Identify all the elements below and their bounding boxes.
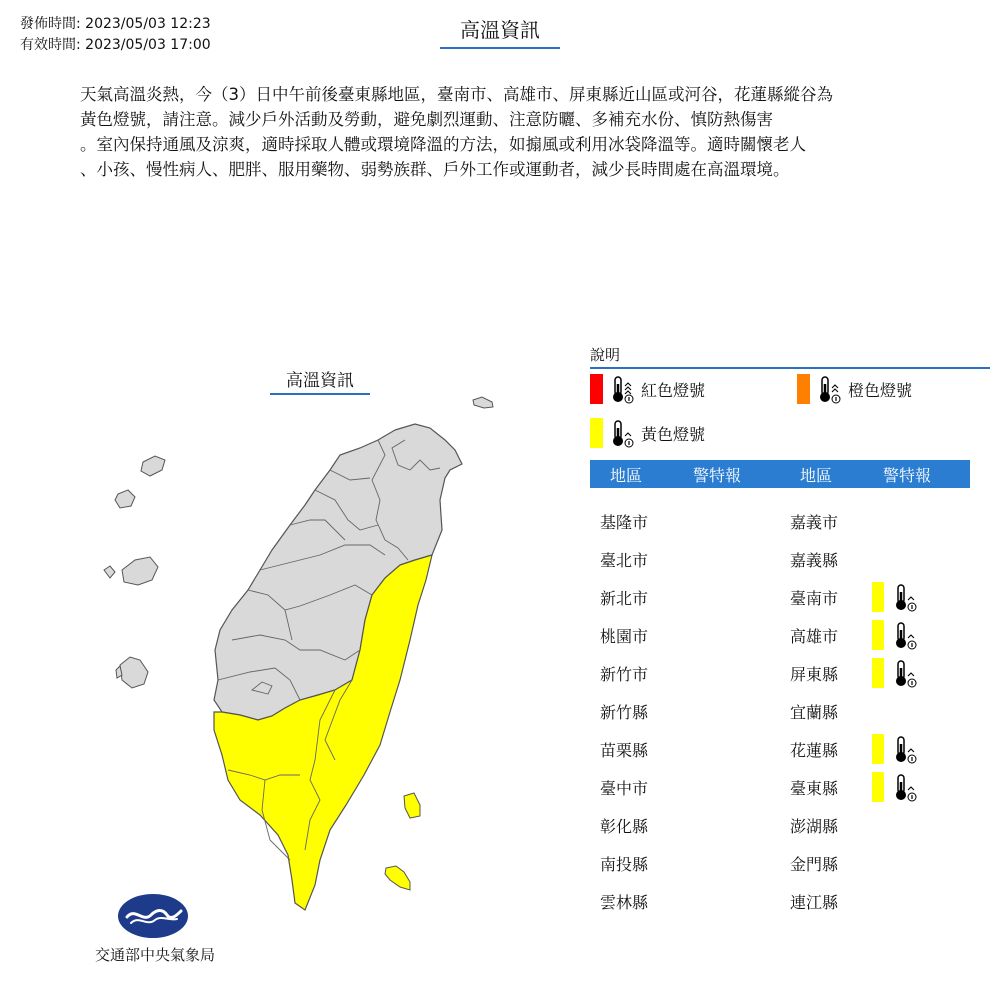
region-name: 雲林縣: [600, 892, 649, 912]
yellow-alert-indicator: [872, 734, 918, 764]
region-name: 嘉義市: [790, 512, 839, 532]
col-warning: 警特報: [692, 465, 741, 485]
region-row: [780, 654, 970, 692]
region-row: [780, 616, 970, 654]
region-row: [780, 844, 970, 882]
thermometer-icon: [892, 620, 918, 650]
region-row: [590, 540, 780, 578]
legend-red: [590, 374, 705, 404]
region-row: [780, 806, 970, 844]
region-name: 臺南市: [790, 588, 839, 608]
region-row: [780, 540, 970, 578]
map-island-yellow: [404, 793, 420, 818]
yellow-bar: [872, 658, 884, 688]
taiwan-map: [90, 360, 520, 920]
region-name: 連江縣: [790, 892, 839, 912]
map-island: [473, 397, 493, 408]
region-row: [590, 654, 780, 692]
region-row: [780, 882, 970, 920]
thermometer-icon: [892, 734, 918, 764]
region-name: 金門縣: [790, 854, 839, 874]
map-island: [141, 456, 165, 476]
page-title: 高溫資訊: [440, 14, 560, 49]
description-line: 天氣高溫炎熱，今（3）日中午前後臺東縣地區，臺南市、高雄市、屏東縣近山區或河谷，花蓮縣縱谷為: [80, 85, 833, 104]
region-row: [780, 692, 970, 730]
col-region: 地區: [799, 465, 832, 485]
region-name: 新竹市: [600, 664, 649, 684]
thermometer-icon: [609, 374, 635, 404]
thermometer-icon: [892, 772, 918, 802]
region-name: 嘉義縣: [790, 550, 839, 570]
region-name: 基隆市: [600, 512, 649, 532]
issue-time: 發佈時間: 2023/05/03 12:23: [20, 16, 211, 32]
valid-time: 有效時間: 2023/05/03 17:00: [20, 37, 211, 53]
col-warning: 警特報: [882, 465, 931, 485]
thermometer-icon: [892, 658, 918, 688]
thermometer-icon: [892, 582, 918, 612]
yellow-swatch: [590, 418, 603, 448]
region-row: [590, 692, 780, 730]
map-island: [122, 557, 158, 585]
region-row: [590, 806, 780, 844]
region-name: 桃園市: [600, 626, 649, 646]
description: [80, 82, 920, 182]
yellow-bar: [872, 620, 884, 650]
region-name: 臺北市: [600, 550, 649, 570]
yellow-alert-indicator: [872, 582, 918, 612]
description-line: 、小孩、慢性病人、肥胖、服用藥物、弱勢族群、戶外工作或運動者，減少長時間處在高溫環境。: [80, 160, 790, 179]
region-row: [590, 844, 780, 882]
issue-info: [20, 14, 211, 56]
yellow-alert-indicator: [872, 620, 918, 650]
legend-title: 說明: [590, 344, 990, 369]
region-name: 苗栗縣: [600, 740, 649, 760]
legend-yellow-label: 黃色燈號: [641, 424, 706, 444]
red-swatch: [590, 374, 603, 404]
legend-orange-label: 橙色燈號: [848, 380, 913, 400]
yellow-bar: [872, 734, 884, 764]
table-header-right: [780, 460, 970, 488]
region-name: 宜蘭縣: [790, 702, 839, 722]
map-island: [115, 490, 135, 508]
region-name: 彰化縣: [600, 816, 649, 836]
orange-swatch: [797, 374, 810, 404]
region-name: 澎湖縣: [790, 816, 839, 836]
map-island: [104, 566, 115, 578]
map-island: [120, 657, 148, 688]
org-name: 交通部中央氣象局: [94, 946, 215, 964]
description-line: 。室內保持通風及涼爽，適時採取人體或環境降溫的方法，如搧風或利用冰袋降溫等。適時關懷老人: [80, 135, 806, 154]
region-row: [780, 768, 970, 806]
region-name: 屏東縣: [790, 664, 839, 684]
region-name: 新北市: [600, 588, 649, 608]
thermometer-icon: [816, 374, 842, 404]
region-row: [780, 578, 970, 616]
region-row: [590, 882, 780, 920]
legend-yellow: [590, 418, 705, 448]
col-region: 地區: [609, 465, 642, 485]
cwb-logo: [117, 893, 189, 939]
region-name: 南投縣: [600, 854, 649, 874]
region-row: [590, 768, 780, 806]
region-name: 臺中市: [600, 778, 649, 798]
thermometer-icon: [609, 418, 635, 448]
legend-red-label: 紅色燈號: [641, 380, 706, 400]
region-row: [780, 502, 970, 540]
yellow-alert-indicator: [872, 772, 918, 802]
region-row: [590, 578, 780, 616]
region-list-right: [780, 502, 970, 920]
map-island-yellow: [385, 866, 410, 890]
description-line: 黃色燈號，請注意。減少戶外活動及勞動，避免劇烈運動、注意防曬、多補充水份、慎防熱傷害: [80, 110, 773, 129]
region-row: [780, 730, 970, 768]
region-row: [590, 502, 780, 540]
region-name: 花蓮縣: [790, 740, 839, 760]
map-title: 高溫資訊: [270, 366, 370, 395]
region-list-left: [590, 502, 780, 920]
region-row: [590, 730, 780, 768]
yellow-bar: [872, 772, 884, 802]
region-name: 臺東縣: [790, 778, 839, 798]
yellow-alert-indicator: [872, 658, 918, 688]
region-row: [590, 616, 780, 654]
region-name: 高雄市: [790, 626, 839, 646]
region-name: 新竹縣: [600, 702, 649, 722]
legend-orange: [797, 374, 912, 404]
table-header-left: [590, 460, 780, 488]
yellow-bar: [872, 582, 884, 612]
